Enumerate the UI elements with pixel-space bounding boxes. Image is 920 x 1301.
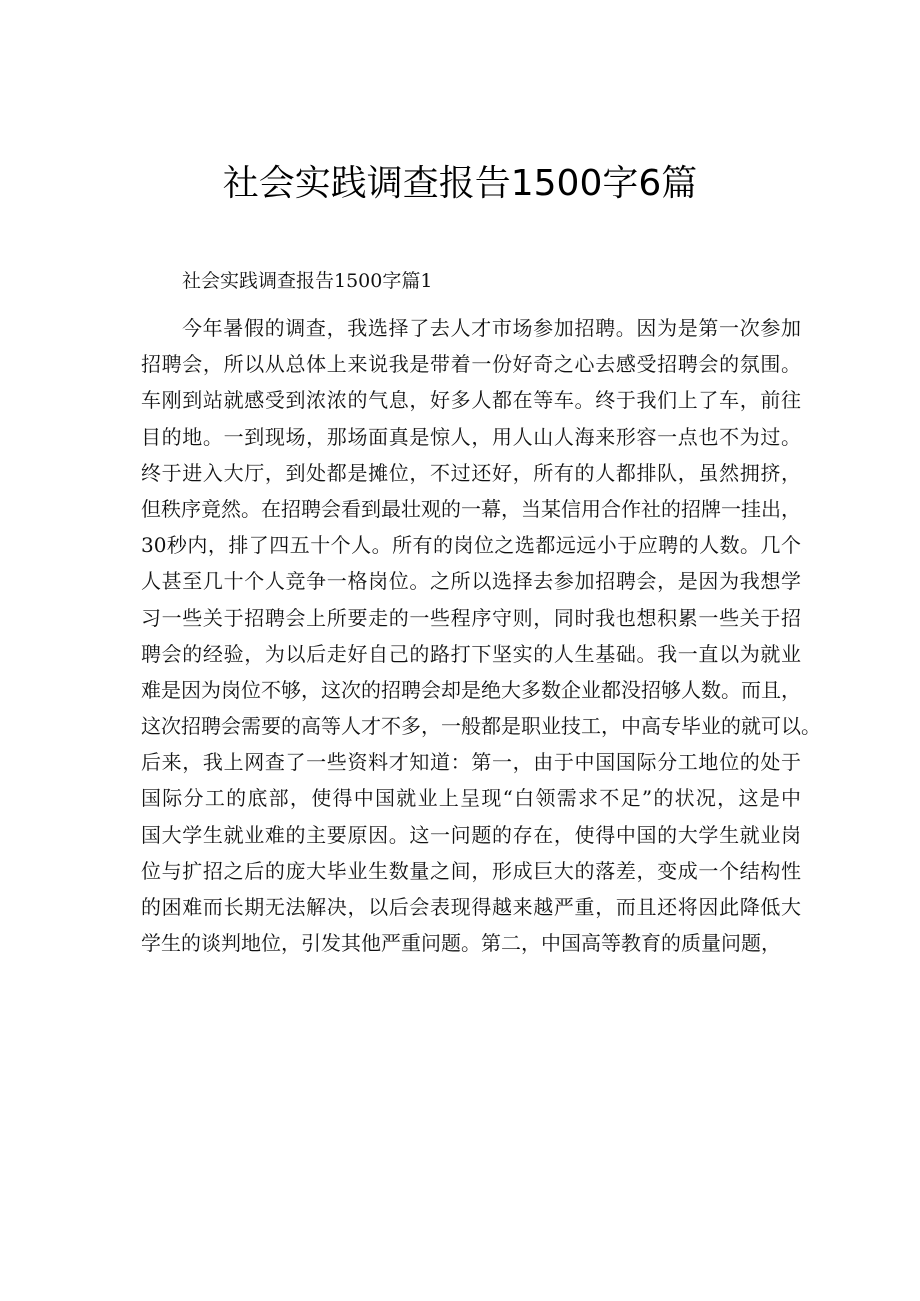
paragraph-line: 今年暑假的调查，我选择了去人才市场参加招聘。因为是第一次参加 [182, 316, 801, 340]
paragraph-line: 聘会的经验，为以后走好自己的路打下坚实的人生基础。我一直以为就业 [141, 641, 801, 666]
paragraph-line: 招聘会，所以从总体上来说我是带着一份好奇之心去感受招聘会的氛围。 [141, 352, 801, 377]
section-heading: 社会实践调查报告1500字篇1 [182, 270, 433, 292]
paragraph-line: 位与扩招之后的庞大毕业生数量之间，形成巨大的落差，变成一个结构性 [141, 858, 801, 883]
paragraph-line: 难是因为岗位不够，这次的招聘会却是绝大多数企业都没招够人数。而且， [141, 677, 801, 702]
paragraph-line: 国际分工的底部，使得中国就业上呈现“白领需求不足”的状况，这是中 [141, 786, 801, 811]
paragraph-line: 的困难而长期无法解决，以后会表现得越来越严重，而且还将因此降低大 [141, 895, 801, 919]
paragraph-line: 学生的谈判地位，引发其他严重问题。第二，中国高等教育的质量问题， [141, 931, 781, 956]
paragraph-line: 车刚到站就感受到浓浓的气息，好多人都在等车。终于我们上了车，前往 [141, 388, 801, 413]
paragraph-line: 目的地。一到现场，那场面真是惊人，用人山人海来形容一点也不为过。 [141, 424, 801, 449]
paragraph-line: 国大学生就业难的主要原因。这一问题的存在，使得中国的大学生就业岗 [141, 822, 801, 847]
paragraph-line: 后来，我上网查了一些资料才知道：第一，由于中国国际分工地位的处于 [141, 750, 801, 775]
paragraph-line: 终于进入大厅，到处都是摊位，不过还好，所有的人都排队，虽然拥挤， [141, 460, 801, 485]
paragraph-line: 人甚至几十个人竞争一格岗位。之所以选择去参加招聘会，是因为我想学 [141, 569, 801, 594]
paragraph-line: 30秒内，排了四五十个人。所有的岗位之选都远远小于应聘的人数。几个 [141, 533, 801, 558]
body-text [141, 310, 821, 961]
paragraph-line: 习一些关于招聘会上所要走的一些程序守则，同时我也想积累一些关于招 [141, 605, 801, 630]
document-title: 社会实践调查报告1500字6篇 [222, 163, 698, 204]
paragraph-line: 这次招聘会需要的高等人才不多，一般都是职业技工，中高专毕业的就可以。 [141, 714, 821, 739]
paragraph-line: 但秩序竟然。在招聘会看到最壮观的一幕，当某信用合作社的招牌一挂出， [141, 496, 801, 521]
